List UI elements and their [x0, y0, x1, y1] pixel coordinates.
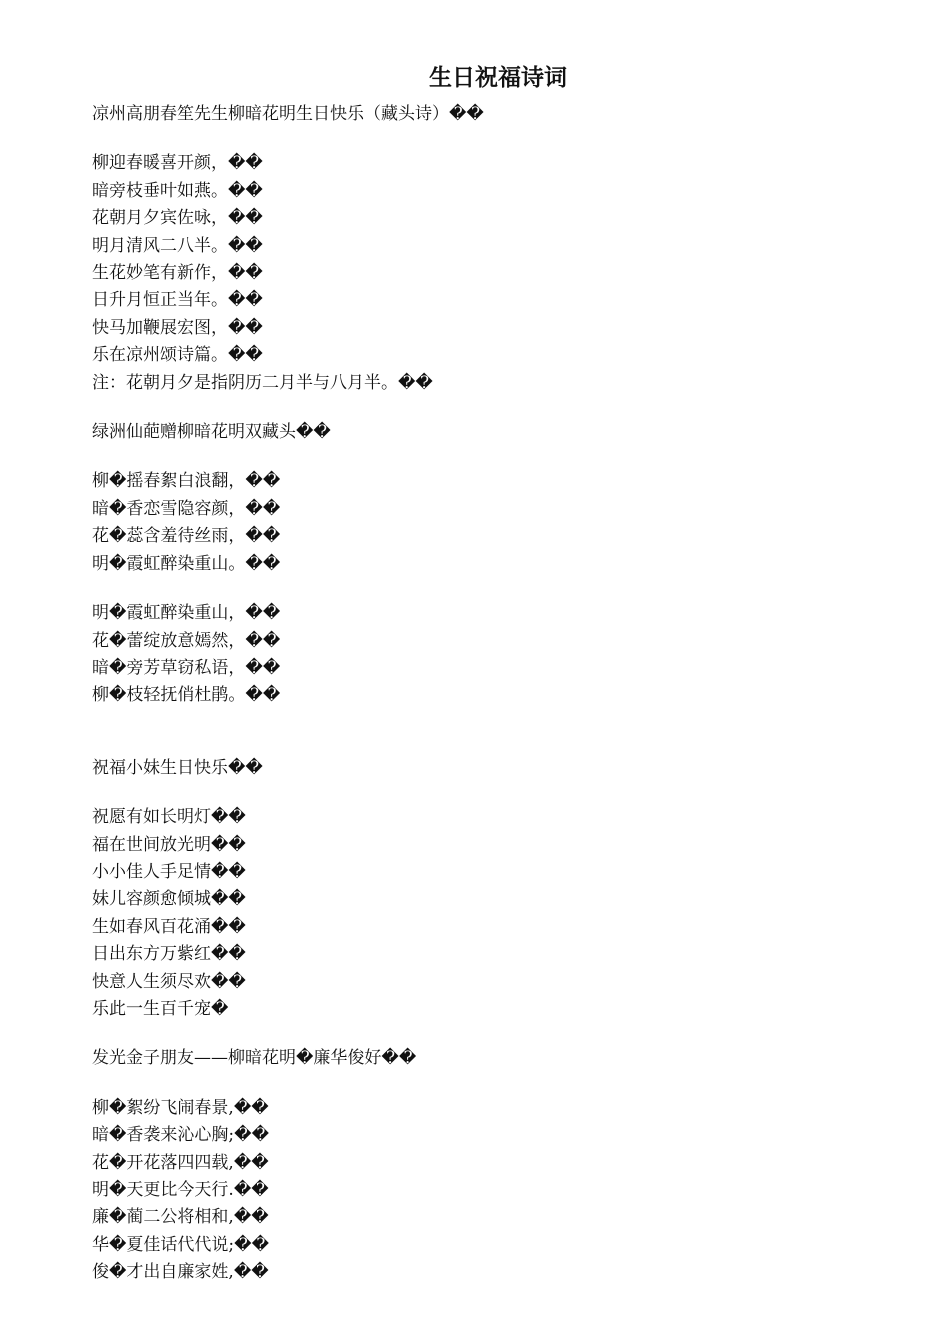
poem-line: 廉�蔺二公将相和,�� — [92, 1207, 269, 1228]
poem-heading: 发光金子朋友——柳暗花明�廉华俊好�� — [92, 1048, 417, 1069]
poem-line: 俊�才出自廉家姓,�� — [92, 1262, 269, 1283]
poem-line: 祝愿有如长明灯�� — [92, 807, 246, 828]
poem-line: 花�蕾绽放意嫣然，�� — [92, 630, 281, 651]
poem-line: 明�霞虹醉染重山。�� — [92, 553, 281, 574]
poem-line: 乐在凉州颂诗篇。�� — [92, 345, 263, 366]
paragraph-gap — [92, 446, 892, 468]
document-body — [92, 101, 892, 1287]
poem-heading: 凉州高朋春笙先生柳暗花明生日快乐（藏头诗）�� — [92, 104, 484, 124]
poem-heading: 祝福小妹生日快乐�� — [92, 757, 263, 778]
poem-line: 花朝月夕宾佐咏，�� — [92, 208, 263, 229]
poem-line: 花�开花落四四载,�� — [92, 1152, 269, 1173]
paragraph-gap — [92, 397, 892, 419]
paragraph-gap — [92, 128, 892, 150]
poem-line: 柳迎春暖喜开颜，�� — [92, 153, 263, 174]
poem-line: 华�夏佳话代代说;�� — [92, 1234, 270, 1255]
poem-line: 明月清风二八半。�� — [92, 235, 263, 256]
poem-line: 福在世间放光明�� — [92, 834, 246, 855]
poem-line: 花�蕊含羞待丝雨，�� — [92, 526, 281, 547]
poem-line: 妹儿容颜愈倾城�� — [92, 889, 246, 910]
poem-line: 日出东方万紫红�� — [92, 944, 246, 965]
paragraph-gap — [92, 1073, 892, 1095]
poem-note: 注：花朝月夕是指阴历二月半与八月半。�� — [92, 372, 433, 393]
poem-line: 暗�旁芳草窃私语，�� — [92, 657, 281, 678]
poem-line: 生花妙笔有新作，�� — [92, 263, 263, 284]
paragraph-gap — [92, 578, 892, 600]
poem-line: 乐此一生百千宠� — [92, 998, 229, 1019]
poem-line: 柳�枝轻抚俏杜鹃。�� — [92, 685, 281, 706]
poem-line: 暗�香袭来沁心胸;�� — [92, 1125, 270, 1146]
poem-line: 明�天更比今天行.�� — [92, 1180, 269, 1200]
poem-heading: 绿洲仙葩赠柳暗花明双藏头�� — [92, 422, 331, 443]
poem-line: 小小佳人手足情�� — [92, 861, 246, 882]
poem-line: 暗旁枝垂叶如燕。�� — [92, 180, 263, 201]
poem-line: 日升月恒正当年。�� — [92, 290, 263, 311]
poem-line: 暗�香恋雪隐容颜，�� — [92, 498, 281, 519]
poem-line: 柳�絮纷飞闹春景,�� — [92, 1097, 269, 1118]
paragraph-gap — [92, 1023, 892, 1045]
poem-line: 柳�摇春絮白浪翻，�� — [92, 471, 281, 492]
poem-line: 快马加鞭展宏图，�� — [92, 317, 263, 338]
paragraph-gap — [92, 782, 892, 804]
document-title: 生日祝福诗词 — [429, 65, 567, 91]
paragraph-gap — [92, 710, 892, 755]
poem-line: 生如春风百花涌�� — [92, 916, 246, 937]
poem-line: 明�霞虹醉染重山，�� — [92, 603, 281, 624]
poem-line: 快意人生须尽欢�� — [92, 971, 246, 992]
